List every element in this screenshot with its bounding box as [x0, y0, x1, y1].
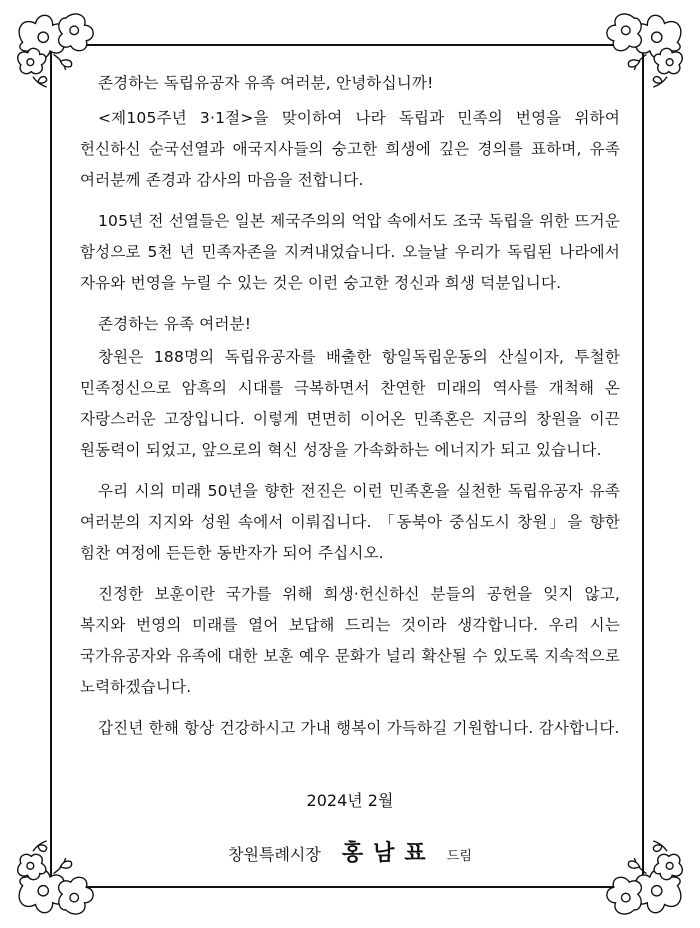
letter-paragraph: 창원은 188명의 독립유공자를 배출한 항일독립운동의 산실이자, 투철한 민족정신으로 암흑의 시대를 극복하면서 찬연한 미래의 역사를 개척해 온 자랑스러운 고장입니다. 이렇게 면면히 이어온 민족혼은 지금의 창원을 이끈 원동력이 되었고, 앞으로의 혁신 성장을 가속화하는 에너지가 되고 있습니다.: [80, 348, 620, 459]
letter-signature: [0, 836, 700, 867]
signature-name: 홍남표: [341, 840, 436, 866]
letter-paragraph: 존경하는 유족 여러분!: [98, 315, 252, 333]
letter-paragraph: <제105주년 3·1절>을 맞이하여 나라 독립과 민족의 번영을 위하여 헌신하신 순국선열과 애국지사들의 숭고한 희생에 깊은 경의를 표하며, 유족 여러분께 존경과 감사의 마음을 전합니다.: [80, 109, 620, 189]
letter-paragraph: 105년 전 선열들은 일본 제국주의의 억압 속에서도 조국 독립을 위한 뜨거운 함성으로 5천 년 민족자존을 지켜내었습니다. 오늘날 우리가 독립된 나라에서 자유와 번영을 누릴 수 있는 것은 이런 숭고한 정신과 희생 덕분입니다.: [80, 212, 620, 292]
letter-body: [80, 68, 620, 754]
letter-greeting: 존경하는 독립유공자 유족 여러분, 안녕하십니까!: [98, 74, 434, 92]
signature-closing: 드림: [446, 849, 472, 864]
letter-date: 2024년 2월: [306, 791, 394, 810]
letter-paragraph: 진정한 보훈이란 국가를 위해 희생·헌신하신 분들의 공헌을 잊지 않고, 복지와 번영의 미래를 열어 보답해 드리는 것이라 생각합니다. 우리 시는 국가유공자와 유족에 대한 보훈 예우 문화가 널리 확산될 수 있도록 지속적으로 노력하겠습니다.: [80, 585, 620, 696]
letter-paragraph: 우리 시의 미래 50년을 향한 전진은 이런 민족혼을 실천한 독립유공자 유족 여러분의 지지와 성원 속에서 이뤄집니다. 「동북아 중심도시 창원」을 향한 힘찬 여정에 든든한 동반자가 되어 주십시오.: [80, 482, 620, 562]
letter-paragraph: 갑진년 한해 항상 건강하시고 가내 행복이 가득하길 기원합니다. 감사합니다.: [98, 719, 620, 737]
signature-title: 창원특례시장: [228, 845, 321, 864]
